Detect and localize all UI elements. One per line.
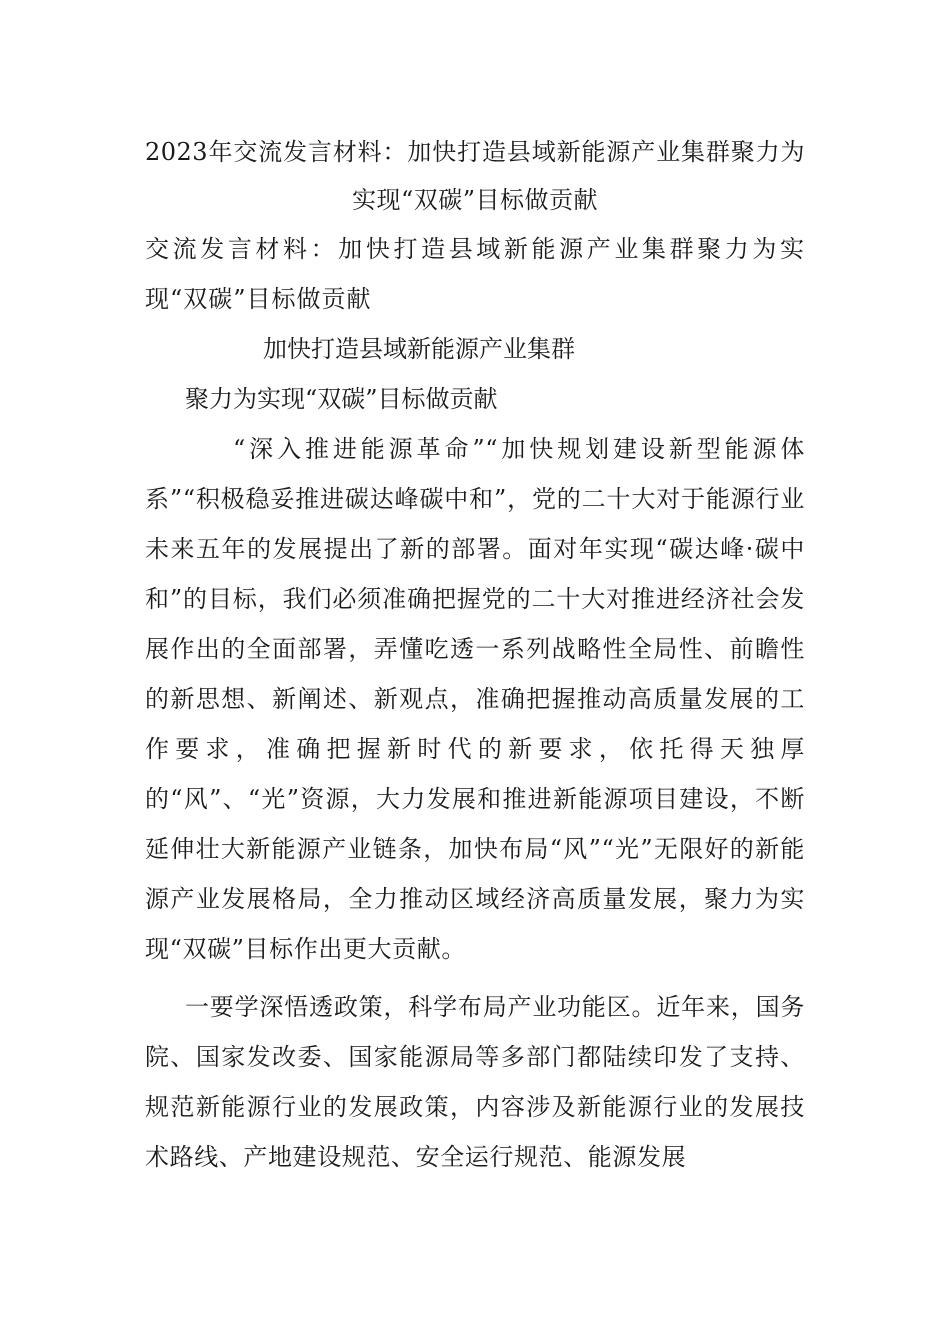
section-heading-line-1: 加快打造县域新能源产业集群 — [263, 335, 575, 363]
body-paragraph: 一要学深悟透政策，科学布局产业功能区。近年来，国务院、国家发改委、国家能源局等多部门都陆续印发了支持、规范新能源行业的发展政策，内容涉及新能源行业的发展技术路线、产地建设规范、安全运行规范、能源发展 — [145, 993, 805, 1171]
section-heading-line-2: 聚力为实现“双碳”目标做贡献 — [185, 385, 498, 413]
document-page — [145, 128, 805, 1182]
document-subtitle: 交流发言材料：加快打造县域新能源产业集群聚力为实现“双碳”目标做贡献 — [145, 235, 805, 313]
body-paragraph: “深入推进能源革命”“加快规划建设新型能源体系”“积极稳妥推进碳达峰碳中和”，党的二十大对于能源行业未来五年的发展提出了新的部署。面对年实现“碳达峰·碳中和”的目标，我们必须准确把握党的二十大对推进经济社会发展作出的全面部署，弄懂吃透一系列战略性全局性、前瞻性的新思想、新阐述、新观点，准确把握推动高质量发展的工作要求，准确把握新时代的新要求，依托得天独厚的“风”、“光”资源，大力发展和推进新能源项目建设，不断延伸壮大新能源产业链条，加快布局“风”“光”无限好的新能源产业发展格局，全力推动区域经济高质量发展，聚力为实现“双碳”目标作出更大贡献。 — [145, 435, 805, 963]
document-title: 2023年交流发言材料：加快打造县域新能源产业集群聚力为实现“双碳”目标做贡献 — [145, 138, 805, 214]
